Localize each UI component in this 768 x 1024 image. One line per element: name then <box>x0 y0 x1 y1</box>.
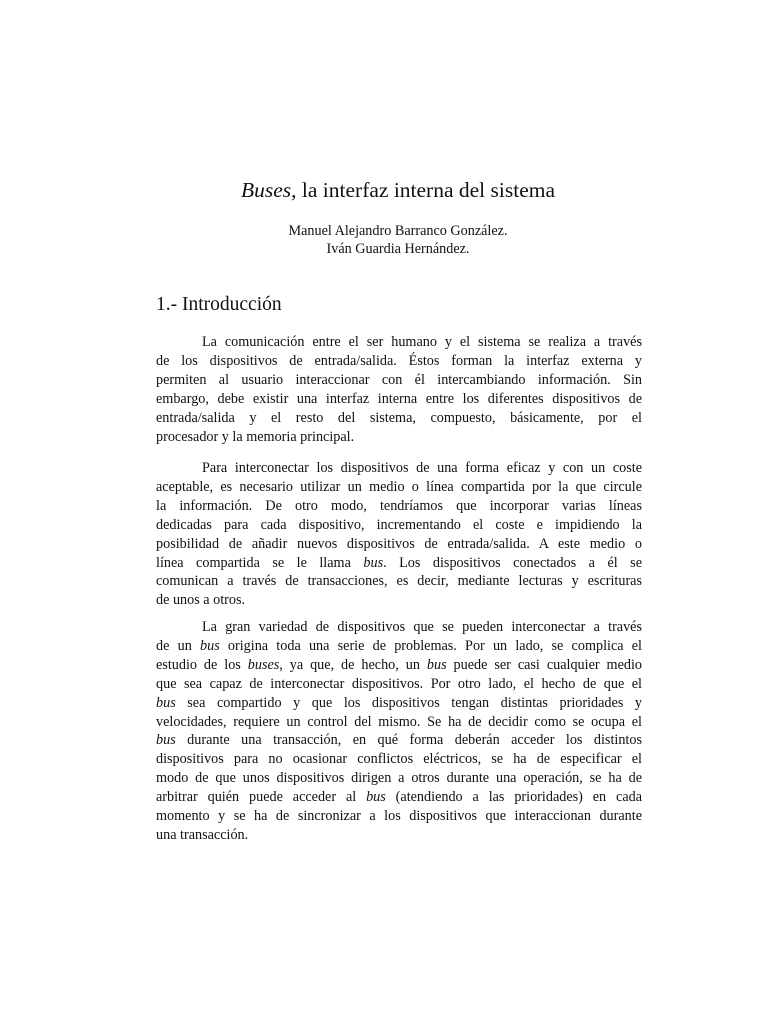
italic-term: bus <box>156 732 176 749</box>
text-run: estudio de los <box>156 656 248 673</box>
paragraph-line <box>156 554 642 573</box>
italic-term: bus <box>200 637 220 654</box>
italic-term: bus <box>156 694 176 711</box>
text-run: (atendiendo a las prioridades) en cada <box>385 789 643 806</box>
author-list <box>0 222 768 258</box>
paragraph-line: procesador y la memoria principal. <box>156 428 355 445</box>
italic-term: buses <box>247 656 280 673</box>
text-run: de un <box>156 637 200 654</box>
paragraph-line: entrada/salida y el resto del sistema, compuesto, básicamente, por el <box>156 409 642 426</box>
paragraph-intro-3 <box>156 618 642 845</box>
paragraph-line: permiten al usuario interaccionar con él intercambiando información. Sin <box>156 371 642 388</box>
italic-term: bus <box>363 554 384 571</box>
paragraph-line <box>156 637 642 656</box>
title-italic: Buses <box>240 178 292 202</box>
author-name: Manuel Alejandro Barranco González. <box>288 223 508 239</box>
paragraph-line: de los dispositivos de entrada/salida. Éstos forman la interfaz externa y <box>156 352 642 369</box>
text-run: arbitrar quién puede acceder al <box>156 789 367 806</box>
document-title <box>0 177 768 203</box>
paragraph-line: embargo, debe existir una interfaz interna entre los diferentes dispositivos de <box>156 390 642 407</box>
paragraph-intro-1 <box>156 333 642 446</box>
text-run: línea compartida se le llama <box>156 554 364 571</box>
paragraph-line: momento y se ha de sincronizar a los dispositivos que interaccionan durante <box>156 808 642 825</box>
paragraph-line: dedicadas para cada dispositivo, incrementando el coste e impidiendo la <box>156 516 642 533</box>
text-run: origina toda una serie de problemas. Por un lado, se complica el <box>219 637 642 654</box>
paragraph-line: velocidades, requiere un control del mismo. Se ha de decidir como se ocupa el <box>156 713 642 730</box>
paragraph-line: posibilidad de añadir nuevos dispositivos de entrada/salida. A este medio o <box>156 535 642 552</box>
paragraph-line <box>156 731 642 750</box>
title-rest: , la interfaz interna del sistema <box>291 178 556 202</box>
section-heading: 1.- Introducción <box>156 294 282 315</box>
paragraph-line <box>156 694 642 713</box>
paragraph-line: modo de que unos dispositivos dirigen a otros durante una operación, se ha de <box>156 770 642 787</box>
paragraph-line: La comunicación entre el ser humano y el sistema se realiza a través <box>202 334 642 350</box>
text-run: . Los dispositivos conectados a él se <box>383 554 642 571</box>
paragraph-intro-2 <box>156 459 642 610</box>
paragraph-line: que sea capaz de interconectar dispositivos. Por otro lado, el hecho de que el <box>156 675 642 692</box>
italic-term: bus <box>426 656 447 673</box>
paragraph-line: una transacción. <box>156 826 249 843</box>
paragraph-line <box>156 656 642 675</box>
paragraph-line: dispositivos para no ocasionar conflictos eléctricos, se ha de especificar el <box>156 751 642 768</box>
text-run: durante una transacción, en qué forma deberán acceder los distintos <box>175 732 642 749</box>
paragraph-line: de unos a otros. <box>156 592 246 609</box>
paragraph-line <box>156 788 642 807</box>
italic-term: bus <box>366 789 386 806</box>
paragraph-line: la información. De otro modo, tendríamos que incorporar varias líneas <box>156 497 642 514</box>
text-run: , ya que, de hecho, un <box>279 656 427 673</box>
text-run: puede ser casi cualquier medio <box>446 656 642 673</box>
text-run: sea compartido y que los dispositivos tengan distintas prioridades y <box>175 694 642 711</box>
paragraph-line: comunican a través de transacciones, es decir, mediante lecturas y escrituras <box>156 573 642 590</box>
author-name: Iván Guardia Hernández. <box>326 241 470 257</box>
paragraph-line: La gran variedad de dispositivos que se pueden interconectar a través <box>202 619 642 635</box>
paragraph-line: Para interconectar los dispositivos de una forma eficaz y con un coste <box>202 460 642 476</box>
paragraph-line: aceptable, es necesario utilizar un medio o línea compartida por la que circule <box>156 478 642 495</box>
